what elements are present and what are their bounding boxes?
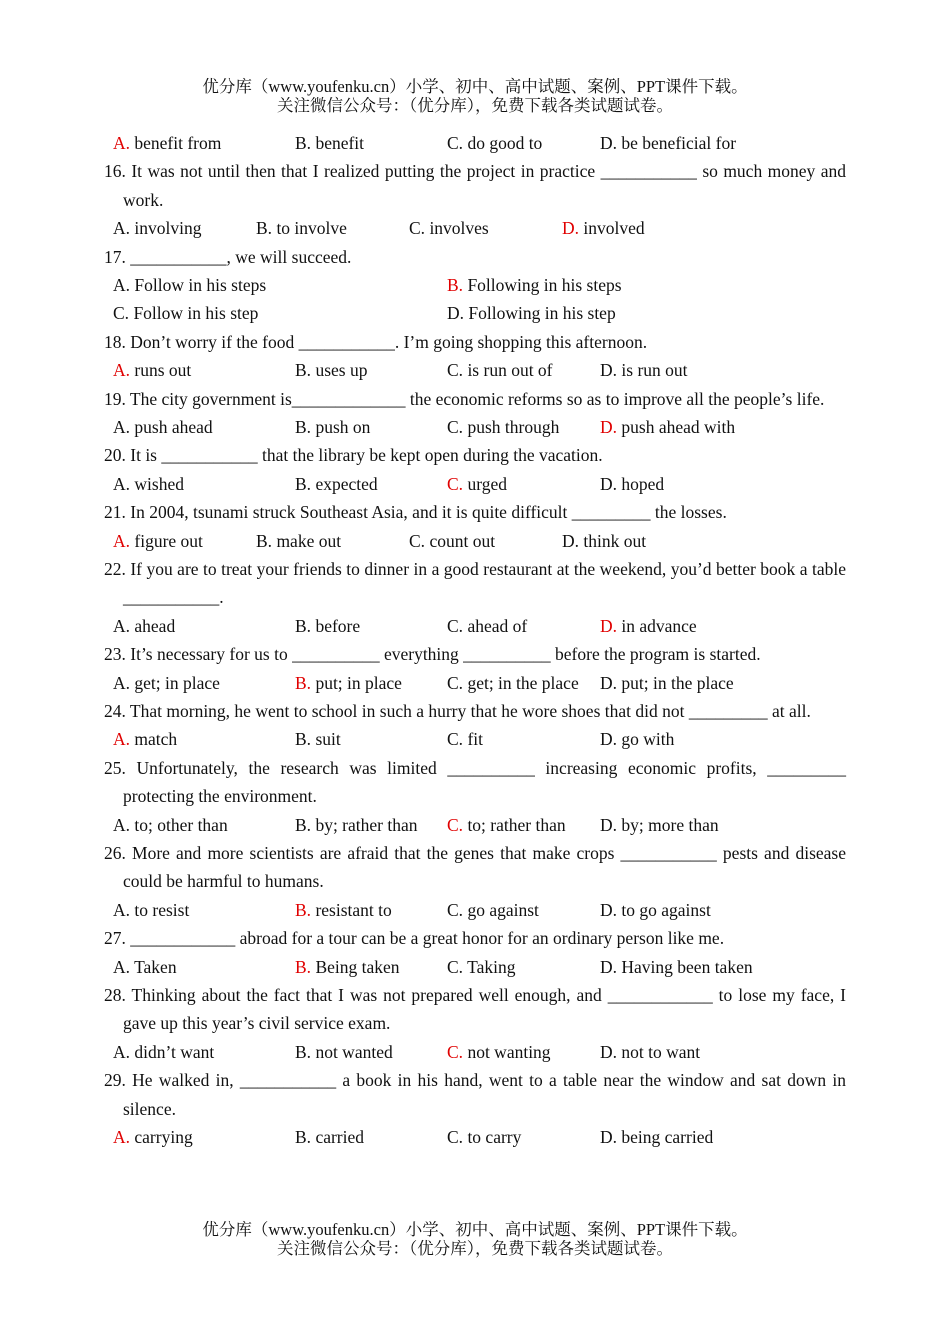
options-row <box>104 1123 846 1151</box>
option-text: not to want <box>617 1041 701 1062</box>
answer-option <box>447 811 566 839</box>
option-letter: B. <box>295 729 312 750</box>
option-text: involved <box>579 218 645 239</box>
answer-option <box>113 612 175 640</box>
answer-option <box>113 811 228 839</box>
options-row <box>104 129 846 157</box>
option-text: uses up <box>311 360 368 381</box>
option-letter: B. <box>295 1041 312 1062</box>
footer-line-2: 关注微信公众号：（优分库），免费下载各类试题试卷。 <box>277 1239 673 1258</box>
option-letter: C. <box>447 473 464 494</box>
question-stem: 23. It’s necessary for us to __________ everything __________ before the program is started. <box>104 644 761 665</box>
answer-option <box>295 356 367 384</box>
answer-option <box>295 896 392 924</box>
option-text: is run out of <box>463 360 553 381</box>
option-text: get; in the place <box>463 672 579 693</box>
option-text: didn’t want <box>130 1041 215 1062</box>
option-text: wished <box>130 473 184 494</box>
answer-option <box>113 1038 214 1066</box>
option-letter: A. <box>113 615 131 636</box>
question-stem: 27. ____________ abroad for a tour can be a great honor for an ordinary person like me. <box>104 928 725 949</box>
question-stem: 18. Don’t worry if the food ___________. I’m going shopping this afternoon. <box>104 331 648 352</box>
option-letter: A. <box>113 360 131 381</box>
answer-option <box>295 811 417 839</box>
option-text: suit <box>311 729 341 750</box>
option-letter: D. <box>600 956 618 977</box>
option-letter: B. <box>295 672 312 693</box>
question-stem: 21. In 2004, tsunami struck Southeast Asia, and it is quite difficult _________ the losses. <box>104 502 727 523</box>
answer-option <box>447 356 553 384</box>
option-letter: B. <box>295 814 312 835</box>
option-letter: B. <box>256 218 273 239</box>
answer-option <box>447 271 622 299</box>
answer-option <box>600 1038 700 1066</box>
option-text: Following in his steps <box>463 275 622 295</box>
option-letter: B. <box>447 275 464 295</box>
answer-option <box>113 470 184 498</box>
option-text: Taking <box>463 956 516 977</box>
option-letter: A. <box>113 473 131 494</box>
option-letter: D. <box>600 473 618 494</box>
option-letter: D. <box>562 530 580 551</box>
option-letter: C. <box>447 899 464 920</box>
option-text: fit <box>463 729 483 750</box>
options-row <box>104 527 846 555</box>
answer-option <box>600 811 719 839</box>
answer-option <box>447 1123 521 1151</box>
question-stem: 22. If you are to treat your friends to dinner in a good restaurant at the weekend, you’d better book a table ___________. <box>104 558 846 608</box>
question-stem: 20. It is ___________ that the library be kept open during the vacation. <box>104 445 603 466</box>
answer-option <box>113 271 266 299</box>
option-text: go with <box>617 729 675 750</box>
option-letter: A. <box>113 729 131 750</box>
question-stem: 26. More and more scientists are afraid that the genes that make crops ___________ pests and disease could be harmful to humans. <box>104 842 846 892</box>
answer-option <box>113 356 191 384</box>
option-text: hoped <box>617 473 665 494</box>
answer-option <box>447 470 507 498</box>
option-text: figure out <box>130 530 203 551</box>
answer-option <box>447 669 579 697</box>
option-letter: B. <box>295 956 312 977</box>
option-text: to go against <box>617 899 711 920</box>
answer-option <box>600 356 688 384</box>
answer-option <box>447 129 542 157</box>
answer-option <box>113 299 258 327</box>
answer-option <box>447 953 515 981</box>
option-text: Being taken <box>311 956 400 977</box>
option-text: benefit <box>311 133 365 153</box>
answer-option <box>409 527 495 555</box>
option-letter: A. <box>113 899 131 920</box>
answer-option <box>600 413 735 441</box>
option-letter: C. <box>409 218 426 239</box>
answer-option <box>600 1123 713 1151</box>
option-text: resistant to <box>311 899 392 920</box>
option-text: Having been taken <box>617 956 753 977</box>
option-text: urged <box>463 473 507 494</box>
options-row <box>104 725 846 753</box>
option-text: push on <box>311 416 371 437</box>
option-letter: C. <box>409 530 426 551</box>
option-letter: D. <box>600 1126 618 1147</box>
option-letter: C. <box>447 672 464 693</box>
question-stem: 16. It was not until then that I realized putting the project in practice ___________ so much money and work. <box>104 161 846 210</box>
question-stem: 19. The city government is_____________ the economic reforms so as to improve all the people’s life. <box>104 388 825 409</box>
options-row <box>104 299 846 327</box>
option-text: put; in the place <box>617 672 734 693</box>
answer-option <box>295 612 360 640</box>
option-text: make out <box>272 530 342 551</box>
option-text: runs out <box>130 360 192 381</box>
option-letter: C. <box>447 133 464 153</box>
option-text: do good to <box>463 133 543 153</box>
option-letter: C. <box>447 615 464 636</box>
question-stem: 17. ___________, we will succeed. <box>104 246 352 267</box>
option-text: carried <box>311 1126 365 1147</box>
answer-option <box>600 896 711 924</box>
option-letter: C. <box>113 303 130 324</box>
option-letter: D. <box>600 133 618 153</box>
option-text: is run out <box>617 360 688 381</box>
answer-option <box>113 527 203 555</box>
question-stem: 24. That morning, he went to school in such a hurry that he wore shoes that did not _________ at all. <box>104 700 811 721</box>
option-text: push ahead with <box>617 416 736 437</box>
answer-option <box>447 612 527 640</box>
answer-option <box>113 725 177 753</box>
option-letter: D. <box>600 814 618 835</box>
answer-option <box>295 1038 393 1066</box>
option-text: Following in his step <box>464 303 616 324</box>
option-text: to involve <box>272 218 347 239</box>
answer-option <box>447 299 616 327</box>
answer-option <box>295 725 341 753</box>
option-letter: A. <box>113 1041 131 1062</box>
option-letter: D. <box>600 1041 618 1062</box>
option-letter: A. <box>113 956 131 977</box>
option-text: Taken <box>130 956 177 977</box>
answer-option <box>562 214 645 242</box>
question-stem: 28. Thinking about the fact that I was not prepared well enough, and ____________ to lose my face, I gave up this year’s civil service exam. <box>104 984 846 1034</box>
option-text: by; more than <box>617 814 719 835</box>
option-text: expected <box>311 473 378 494</box>
option-letter: A. <box>113 133 131 153</box>
answer-option <box>600 129 736 157</box>
option-text: be beneficial for <box>617 133 737 153</box>
answer-option <box>562 527 646 555</box>
answer-option <box>295 953 400 981</box>
option-letter: B. <box>295 615 312 636</box>
answer-option <box>600 470 664 498</box>
answer-option <box>113 214 201 242</box>
answer-option <box>295 129 364 157</box>
option-letter: B. <box>295 473 312 494</box>
option-text: benefit from <box>130 133 222 153</box>
option-letter: B. <box>295 360 312 381</box>
options-row <box>104 669 846 697</box>
option-letter: D. <box>600 899 618 920</box>
page-footer <box>0 1220 950 1258</box>
header-line-2: 关注微信公众号：（优分库），免费下载各类试题试卷。 <box>277 96 673 115</box>
answer-option <box>295 1123 364 1151</box>
option-text: ahead of <box>463 615 528 636</box>
answer-option <box>113 953 177 981</box>
answer-option <box>113 896 189 924</box>
answer-option <box>295 470 378 498</box>
option-letter: D. <box>562 218 580 239</box>
option-text: by; rather than <box>311 814 418 835</box>
header-line-1: 优分库（www.youfenku.cn）小学、初中、高中试题、案例、PPT课件下载。 <box>202 77 748 96</box>
answer-option <box>295 413 370 441</box>
option-letter: C. <box>447 360 464 381</box>
options-row <box>104 896 846 924</box>
answer-option <box>447 1038 551 1066</box>
answer-option <box>113 1123 193 1151</box>
answer-option <box>600 612 697 640</box>
options-row <box>104 413 846 441</box>
answer-option <box>295 669 402 697</box>
option-text: to; other than <box>130 814 228 835</box>
option-text: not wanting <box>463 1041 551 1062</box>
option-letter: C. <box>447 814 464 835</box>
option-text: involves <box>425 218 489 239</box>
option-letter: D. <box>447 303 465 324</box>
option-text: not wanted <box>311 1041 393 1062</box>
option-text: in advance <box>617 615 697 636</box>
answer-option <box>113 413 213 441</box>
option-letter: B. <box>295 1126 312 1147</box>
options-row <box>104 953 846 981</box>
answer-option <box>447 896 539 924</box>
option-text: match <box>130 729 178 750</box>
option-letter: A. <box>113 672 131 693</box>
options-row <box>104 356 846 384</box>
option-text: being carried <box>617 1126 714 1147</box>
answer-option <box>447 413 559 441</box>
option-letter: B. <box>295 899 312 920</box>
answer-option <box>113 669 220 697</box>
option-text: put; in place <box>311 672 402 693</box>
option-text: count out <box>425 530 496 551</box>
option-letter: C. <box>447 416 464 437</box>
option-text: push ahead <box>130 416 213 437</box>
footer-line-1: 优分库（www.youfenku.cn）小学、初中、高中试题、案例、PPT课件下载。 <box>202 1220 748 1239</box>
page-header <box>0 77 950 115</box>
option-text: carrying <box>130 1126 193 1147</box>
option-letter: A. <box>113 1126 131 1147</box>
question-list <box>104 129 846 1151</box>
answer-option <box>256 214 347 242</box>
options-row <box>104 470 846 498</box>
option-text: to; rather than <box>463 814 566 835</box>
option-letter: B. <box>295 133 312 153</box>
option-text: to carry <box>463 1126 522 1147</box>
option-text: involving <box>130 218 202 239</box>
option-letter: D. <box>600 729 618 750</box>
answer-option <box>113 129 221 157</box>
options-row <box>104 811 846 839</box>
option-text: get; in place <box>130 672 220 693</box>
option-letter: D. <box>600 615 618 636</box>
option-text: push through <box>463 416 560 437</box>
options-row <box>104 612 846 640</box>
option-letter: A. <box>113 814 131 835</box>
answer-option <box>600 725 674 753</box>
options-row <box>104 271 846 299</box>
option-letter: D. <box>600 360 618 381</box>
option-letter: A. <box>113 530 131 551</box>
option-letter: C. <box>447 1041 464 1062</box>
option-letter: D. <box>600 416 618 437</box>
answer-option <box>409 214 489 242</box>
option-text: Follow in his step <box>129 303 259 324</box>
option-letter: C. <box>447 729 464 750</box>
option-text: before <box>311 615 361 636</box>
option-letter: C. <box>447 956 464 977</box>
answer-option <box>256 527 341 555</box>
option-text: Follow in his steps <box>130 275 267 295</box>
options-row <box>104 214 846 242</box>
option-letter: B. <box>256 530 273 551</box>
option-text: to resist <box>130 899 190 920</box>
question-stem: 25. Unfortunately, the research was limited __________ increasing economic profits, _________ protecting the environment. <box>104 757 846 807</box>
option-letter: A. <box>113 275 131 295</box>
option-text: ahead <box>130 615 176 636</box>
answer-option <box>600 953 753 981</box>
answer-option <box>600 669 734 697</box>
option-letter: C. <box>447 1126 464 1147</box>
option-letter: D. <box>600 672 618 693</box>
question-stem: 29. He walked in, ___________ a book in his hand, went to a table near the window and sat down in silence. <box>104 1070 846 1119</box>
option-text: go against <box>463 899 539 920</box>
option-letter: B. <box>295 416 312 437</box>
answer-option <box>447 725 483 753</box>
option-text: think out <box>579 530 647 551</box>
option-letter: A. <box>113 416 131 437</box>
options-row <box>104 1038 846 1066</box>
option-letter: A. <box>113 218 131 239</box>
